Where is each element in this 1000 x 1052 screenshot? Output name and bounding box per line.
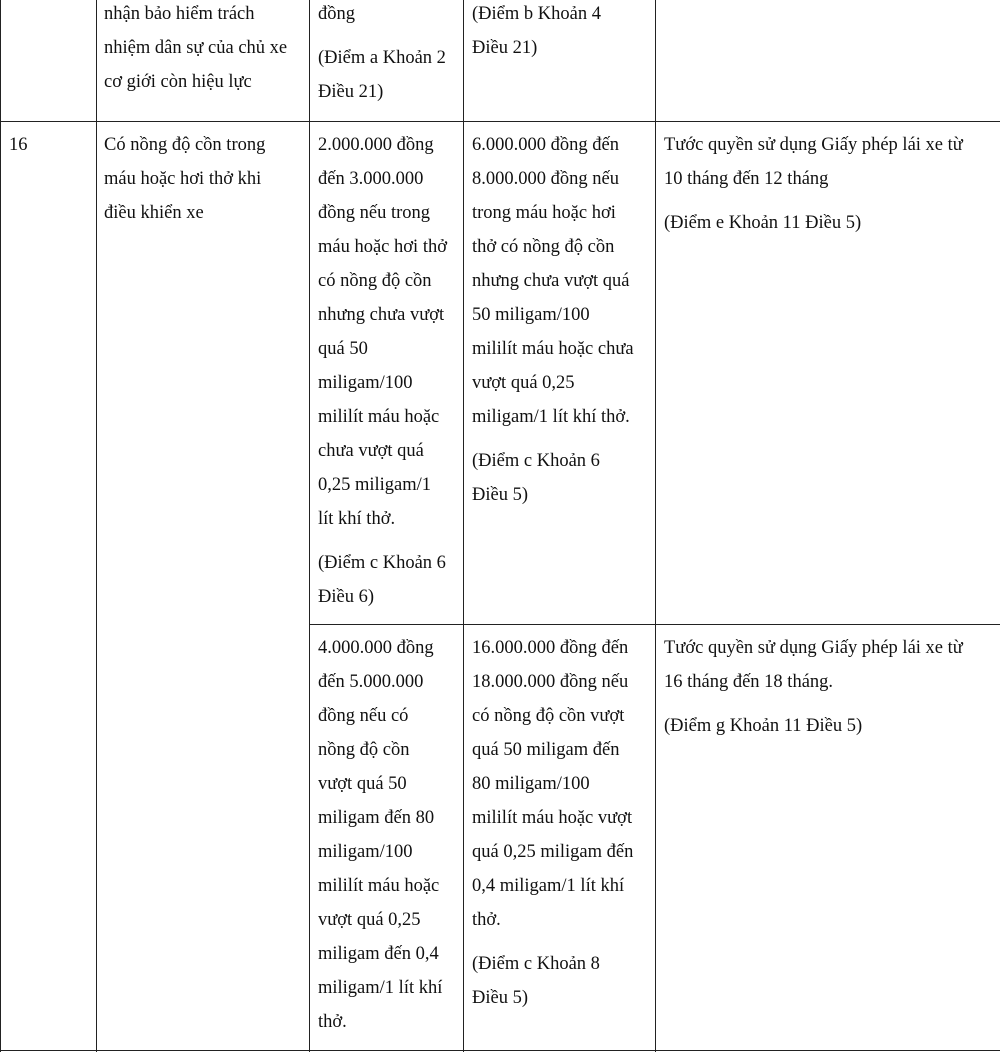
reference-line: (Điểm c Khoản 6: [472, 451, 600, 471]
additional-line: 10 tháng đến 12 tháng: [664, 169, 829, 189]
reference-line: Điều 5): [472, 988, 528, 1008]
fine-line: 6.000.000 đồng đến: [472, 135, 619, 155]
violation-line: cơ giới còn hiệu lực: [104, 72, 252, 92]
row-divider-bottom: [0, 1050, 1000, 1051]
reference-line: (Điểm b Khoản 4: [472, 4, 601, 24]
reference-line: Điều 6): [318, 587, 374, 607]
fine-line: miligam đến 0,4: [318, 944, 439, 964]
fine-line: máu hoặc hơi thở: [318, 237, 447, 257]
fine-line: có nồng độ cồn vượt: [472, 706, 625, 726]
fine-line: nhưng chưa vượt quá: [472, 271, 630, 291]
paragraph-gap: [318, 536, 447, 546]
reference-line: (Điểm g Khoản 11 Điều 5): [664, 716, 863, 736]
fine-line: mililít máu hoặc vượt: [472, 808, 633, 828]
fine-line: lít khí thở.: [318, 509, 396, 529]
fine-line: thở có nồng độ cồn: [472, 237, 615, 257]
fine-line: đồng: [318, 4, 355, 24]
additional-line: Tước quyền sử dụng Giấy phép lái xe từ: [664, 135, 963, 155]
fine-line: quá 0,25 miligam đến: [472, 842, 634, 862]
column-divider-4: [463, 0, 464, 1052]
fine-line: đồng nếu có: [318, 706, 409, 726]
fine-line: 4.000.000 đồng: [318, 638, 434, 658]
fine-line: đồng nếu trong: [318, 203, 431, 223]
additional-penalty-cell-16a: [664, 128, 963, 240]
row-divider-top: [0, 121, 1000, 122]
fine-line: 2.000.000 đồng: [318, 135, 434, 155]
fine-current-cell-16a: [318, 128, 447, 614]
fine-line: 80 miligam/100: [472, 774, 590, 794]
fine-line: thở.: [318, 1012, 347, 1032]
fine-line: mililít máu hoặc: [318, 876, 440, 896]
reference-line: Điều 21): [472, 38, 538, 58]
fine-line: nhưng chưa vượt: [318, 305, 445, 325]
fine-line: đến 5.000.000: [318, 672, 424, 692]
fine-new-cell-16a: [472, 128, 634, 512]
violation-line: máu hoặc hơi thở khi: [104, 169, 262, 189]
violation-cell-top: [104, 0, 287, 99]
reference-line: (Điểm c Khoản 6: [318, 553, 446, 573]
fine-line: trong máu hoặc hơi: [472, 203, 616, 223]
reference-line: (Điểm a Khoản 2: [318, 48, 446, 68]
reference-line: (Điểm e Khoản 11 Điều 5): [664, 213, 862, 233]
column-divider-5: [655, 0, 656, 1052]
fine-new-cell-top: [472, 0, 601, 65]
column-divider-1: [0, 0, 1, 1052]
column-divider-3: [309, 0, 310, 1052]
fine-line: thở.: [472, 910, 501, 930]
fine-line: 8.000.000 đồng nếu: [472, 169, 619, 189]
fine-line: quá 50: [318, 339, 368, 359]
row-number: 16: [9, 135, 28, 155]
paragraph-gap: [472, 937, 633, 947]
violation-line: Có nồng độ cồn trong: [104, 135, 266, 155]
violation-line: điều khiển xe: [104, 203, 204, 223]
fine-line: 0,25 miligam/1: [318, 475, 432, 495]
fine-line: miligam/100: [318, 842, 413, 862]
fine-line: vượt quá 0,25: [472, 373, 575, 393]
fine-line: vượt quá 0,25: [318, 910, 421, 930]
fine-line: 50 miligam/100: [472, 305, 590, 325]
row-number-cell: [9, 128, 28, 162]
fine-line: đến 3.000.000: [318, 169, 424, 189]
additional-penalty-cell-16b: [664, 631, 963, 743]
fine-new-cell-16b: [472, 631, 633, 1015]
fine-line: miligam/1 lít khí: [318, 978, 443, 998]
fine-line: mililít máu hoặc: [318, 407, 440, 427]
fine-line: quá 50 miligam đến: [472, 740, 620, 760]
fine-line: miligam/100: [318, 373, 413, 393]
paragraph-gap: [318, 31, 446, 41]
fine-line: chưa vượt quá: [318, 441, 424, 461]
reference-line: (Điểm c Khoản 8: [472, 954, 600, 974]
violation-line: nhận bảo hiểm trách: [104, 4, 255, 24]
fine-current-cell-top: [318, 0, 446, 109]
additional-line: Tước quyền sử dụng Giấy phép lái xe từ: [664, 638, 963, 658]
fine-line: mililít máu hoặc chưa: [472, 339, 634, 359]
paragraph-gap: [664, 196, 963, 206]
fine-line: 18.000.000 đồng nếu: [472, 672, 629, 692]
fine-line: nồng độ cồn: [318, 740, 410, 760]
fine-current-cell-16b: [318, 631, 442, 1039]
reference-line: Điều 5): [472, 485, 528, 505]
fine-line: 16.000.000 đồng đến: [472, 638, 629, 658]
violation-line: nhiệm dân sự của chủ xe: [104, 38, 288, 58]
fine-line: có nồng độ cồn: [318, 271, 432, 291]
paragraph-gap: [472, 434, 634, 444]
violation-cell-16: [104, 128, 265, 230]
fine-line: miligam/1 lít khí thở.: [472, 407, 630, 427]
additional-line: 16 tháng đến 18 tháng.: [664, 672, 834, 692]
paragraph-gap: [664, 699, 963, 709]
fine-line: 0,4 miligam/1 lít khí: [472, 876, 625, 896]
fine-line: miligam đến 80: [318, 808, 435, 828]
reference-line: Điều 21): [318, 82, 384, 102]
column-divider-2: [96, 0, 97, 1052]
fine-line: vượt quá 50: [318, 774, 407, 794]
